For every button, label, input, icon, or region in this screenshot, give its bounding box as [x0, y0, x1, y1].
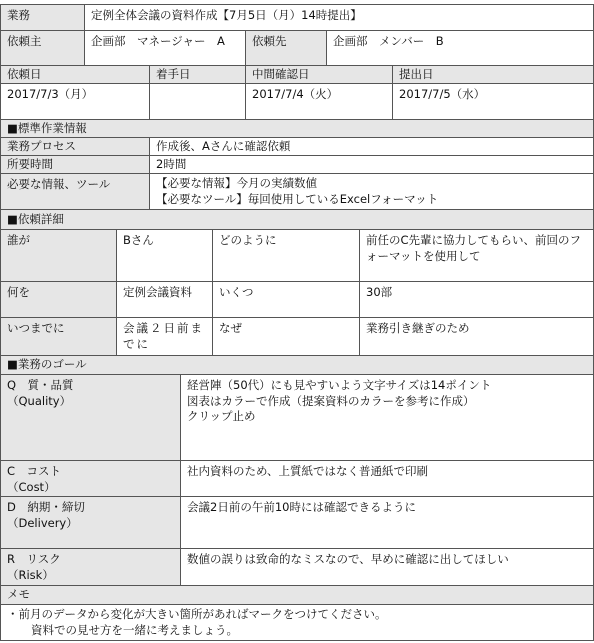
standard-section-header — [0, 120, 594, 138]
quality-value — [180, 375, 594, 460]
memo-line-2: 資料での見せ方を一緒に考えましょう。 — [31, 622, 238, 637]
delivery-value: 会議2日前の午前10時には確認できるように — [180, 497, 594, 548]
details-when-row — [0, 318, 594, 356]
delivery-subtitle: （Delivery） — [7, 515, 78, 530]
howmany-label: いくつ — [212, 282, 359, 317]
goals-title: ■業務のゴール — [0, 356, 594, 374]
task-label: 業務 — [0, 5, 84, 30]
task-row — [0, 4, 594, 31]
goal-delivery-row — [0, 497, 594, 549]
date-header-row — [0, 66, 594, 84]
quality-line-1: 経営陣（50代）にも見やすいよう文字サイズは14ポイント — [187, 378, 492, 392]
cost-title: C コスト — [7, 464, 62, 478]
needs-value — [149, 174, 594, 209]
memo-section-header — [0, 586, 594, 605]
check-date-label: 中間確認日 — [245, 66, 392, 83]
time-row — [0, 156, 594, 174]
delivery-label — [0, 497, 180, 548]
submit-date-label: 提出日 — [392, 66, 594, 83]
how-value: 前任のC先輩に協力してもらい、前回のフォーマットを使用して — [359, 230, 594, 281]
why-value: 業務引き継ぎのため — [359, 318, 594, 355]
time-value: 2時間 — [149, 156, 594, 173]
memo-line-1: ・前月のデータから変化が大きい箇所があればマークをつけてください。 — [7, 607, 387, 621]
quality-subtitle: （Quality） — [7, 393, 72, 408]
risk-label — [0, 549, 180, 585]
quality-title: Q 質・品質 — [7, 378, 74, 392]
risk-value: 数値の誤りは致命的なミスなので、早めに確認に出してほしい — [180, 549, 594, 585]
who-label: 誰が — [0, 230, 116, 281]
memo-title: メモ — [0, 586, 594, 604]
recipient-value: 企画部 メンバー B — [326, 31, 594, 65]
when-value: 会議２日前までに — [116, 318, 212, 355]
cost-subtitle: （Cost） — [7, 479, 56, 494]
when-label: いつまでに — [0, 318, 116, 355]
parties-row — [0, 31, 594, 66]
quality-label — [0, 375, 180, 460]
standard-title: ■標準作業情報 — [0, 120, 594, 137]
what-value: 定例会議資料 — [116, 282, 212, 317]
goal-risk-row — [0, 549, 594, 586]
memo-body — [0, 605, 594, 640]
memo-body-row — [0, 605, 594, 641]
submit-date-value: 2017/7/5（水） — [392, 84, 594, 119]
check-date-value: 2017/7/4（火） — [245, 84, 392, 119]
date-value-row — [0, 84, 594, 120]
quality-line-2: 図表はカラーで作成（提案資料のカラーを参考に作成） — [187, 393, 475, 408]
quality-line-3: クリップ止め — [187, 409, 256, 424]
start-date-label: 着手日 — [149, 66, 245, 83]
task-value: 定例全体会議の資料作成【7月5日（月）14時提出】 — [84, 5, 594, 30]
details-who-row — [0, 230, 594, 282]
how-label: どのように — [212, 230, 359, 281]
goals-section-header — [0, 356, 594, 375]
needs-row — [0, 174, 594, 210]
requester-label: 依頼主 — [0, 31, 84, 65]
details-title: ■依頼詳細 — [0, 210, 594, 229]
request-date-label: 依頼日 — [0, 66, 149, 83]
needs-label: 必要な情報、ツール — [0, 174, 149, 209]
howmany-value: 30部 — [359, 282, 594, 317]
process-value: 作成後、Aさんに確認依頼 — [149, 138, 594, 155]
recipient-label: 依頼先 — [245, 31, 326, 65]
risk-subtitle: （Risk） — [7, 567, 54, 582]
delivery-title: D 納期・締切 — [7, 500, 85, 514]
goal-cost-row — [0, 461, 594, 497]
what-label: 何を — [0, 282, 116, 317]
cost-value: 社内資料のため、上質紙ではなく普通紙で印刷 — [180, 461, 594, 496]
details-section-header — [0, 210, 594, 230]
time-label: 所要時間 — [0, 156, 149, 173]
request-date-value: 2017/7/3（月） — [0, 84, 149, 119]
needs-info: 【必要な情報】今月の実績数値 — [156, 176, 317, 190]
start-date-value — [149, 84, 245, 119]
cost-label — [0, 461, 180, 496]
process-label: 業務プロセス — [0, 138, 149, 155]
who-value: Bさん — [116, 230, 212, 281]
why-label: なぜ — [212, 318, 359, 355]
requester-value: 企画部 マネージャー A — [84, 31, 245, 65]
process-row — [0, 138, 594, 156]
details-what-row — [0, 282, 594, 318]
risk-title: R リスク — [7, 552, 61, 566]
needs-tool: 【必要なツール】毎回使用しているExcelフォーマット — [156, 191, 439, 206]
goal-quality-row — [0, 375, 594, 461]
